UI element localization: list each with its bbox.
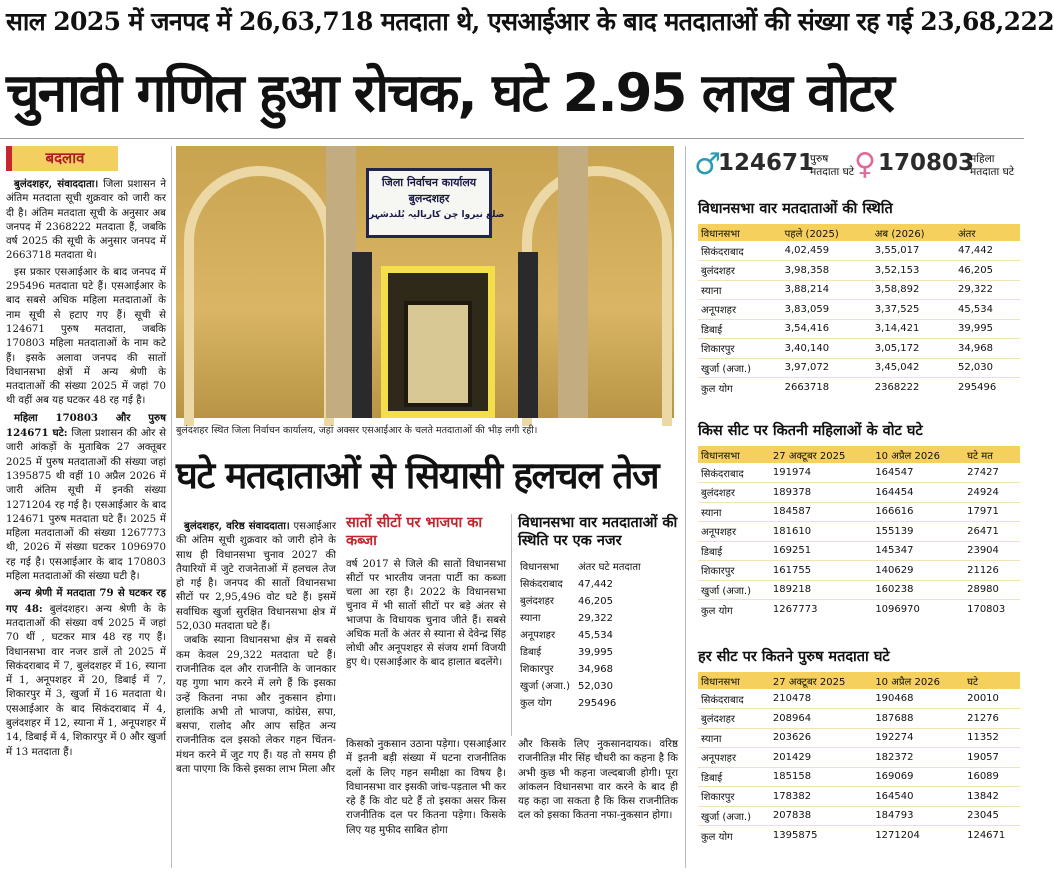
table-row xyxy=(698,748,1020,768)
cell: 166616 xyxy=(872,502,964,522)
table-row xyxy=(698,319,1020,339)
cell: 3,14,421 xyxy=(872,319,955,339)
box-title: विधानसभा वार मतदाताओं की स्थिति पर एक नजर xyxy=(518,515,678,549)
cell: 4,02,459 xyxy=(782,241,872,261)
header-cell: 27 अक्टूबर 2025 xyxy=(770,672,872,689)
cell: 3,58,892 xyxy=(872,280,955,300)
table-header xyxy=(698,672,1020,689)
shutter xyxy=(518,252,538,418)
table-row xyxy=(520,628,647,643)
table-row xyxy=(698,241,1020,261)
cell: 169069 xyxy=(872,767,964,787)
main-headline: चुनावी गणित हुआ रोचक, घटे 2.95 लाख वोटर xyxy=(6,63,893,124)
cell: 28980 xyxy=(964,580,1020,600)
cell: 45,534 xyxy=(578,630,614,641)
cell: खुर्जा (अजा.) xyxy=(698,580,770,600)
cell: बुलंदशहर xyxy=(698,261,782,281)
cell: 3,40,140 xyxy=(782,339,872,359)
cell: 29,322 xyxy=(955,280,1020,300)
table-row xyxy=(698,502,1020,522)
cell: अनूपशहर xyxy=(698,748,770,768)
total-row xyxy=(698,600,1020,620)
cell: अनूपशहर xyxy=(698,300,782,320)
header-cell: पहले (2025) xyxy=(782,224,872,241)
cell: डिबाई xyxy=(698,541,770,561)
table-row xyxy=(520,679,647,694)
table-row xyxy=(520,577,647,592)
header-cell: विधानसभा xyxy=(698,224,782,241)
cell: 21276 xyxy=(964,709,1020,729)
cell: स्याना xyxy=(698,280,782,300)
cell: 3,83,059 xyxy=(782,300,872,320)
cell: खुर्जा (अजा.) xyxy=(698,358,782,378)
cell: 181610 xyxy=(770,522,872,542)
header-cell: विधानसभा xyxy=(520,562,559,573)
cell: शिकारपुर xyxy=(520,664,554,675)
cell: 23045 xyxy=(964,806,1020,826)
cell: कुल योग xyxy=(701,383,733,395)
total-row xyxy=(698,378,1020,398)
constituency-table xyxy=(698,224,1020,397)
table-title: किस सीट पर कितनी महिलाओं के वोट घटे xyxy=(698,423,923,439)
sign-text: जिला निर्वाचन कार्यालय xyxy=(381,176,477,189)
cell: 145347 xyxy=(872,541,964,561)
cell: 203626 xyxy=(770,728,872,748)
header-cell: अंतर xyxy=(955,224,1020,241)
article-column: किसको नुकसान उठाना पड़ेगा। एसआईआर में इतनी बड़ी संख्या में घटना राजनीतिक दलों के लिए गहन समीक्षा का विषय है। विधानसभा वार इसकी जांच-पड़ताल भी कर रहे हैं कि वोट घटे हैं तो इसका असर किस राजनीतिक दल पर कितना पड़ेगा। किसके लिए यह मुफीद साबित होगा xyxy=(346,739,506,836)
table-row xyxy=(698,541,1020,561)
cell: 164454 xyxy=(872,483,964,503)
cell: 295496 xyxy=(958,382,997,393)
cell: 1395875 xyxy=(772,830,818,841)
divider xyxy=(171,146,172,868)
cell: बुलंदशहर xyxy=(698,709,770,729)
divider xyxy=(511,514,512,736)
cell: 187688 xyxy=(872,709,964,729)
table-row xyxy=(698,767,1020,787)
kicker-line: साल 2025 में जनपद में 26,63,718 मतदाता थे, एसआईआर के बाद मतदाताओं की संख्या रह गई 23,68,222 xyxy=(6,7,1054,36)
cell: सिकंदराबाद xyxy=(520,579,563,590)
cell: 34,968 xyxy=(955,339,1020,359)
cell: डिबाई xyxy=(698,319,782,339)
header-cell: अब (2026) xyxy=(872,224,955,241)
table-row xyxy=(698,689,1020,709)
sign-text: बुलन्दशहर xyxy=(408,192,450,205)
photo-caption: बुलंदशहर स्थित जिला निर्वाचन कार्यालय, जहां अक्सर एसआईआर के चलते मतदाताओं की भीड़ लगी रही। xyxy=(176,425,538,436)
cell: 124671 xyxy=(967,830,1006,841)
divider xyxy=(685,146,686,868)
cell: 3,88,214 xyxy=(782,280,872,300)
cell: खुर्जा (अजा.) xyxy=(520,681,571,692)
cell: 11352 xyxy=(964,728,1020,748)
men-voters-table xyxy=(698,672,1020,845)
male-count: 124671 xyxy=(718,150,815,176)
cell: 29,322 xyxy=(578,613,614,624)
dateline: बुलंदशहर, वरिष्ठ संवाददाता। xyxy=(184,520,290,532)
article-column xyxy=(176,519,336,864)
subheading: अन्य श्रेणी में मतदाता 79 से घटकर रह गए 48: xyxy=(6,587,166,615)
cell: 39,995 xyxy=(955,319,1020,339)
box-body: वर्ष 2017 से जिले की सातों विधानसभा सीटों पर भारतीय जनता पार्टी का कब्जा चला आ रहा है। 2022 के विधानसभा चुनाव में भी सातों सीटों पर बड़े अंतर से भाजपा के विधायक चुनाव जीते हैं। सबसे अधिक मतों के अंतर से स्याना से देवेन्द्र सिंह लोधी और अनूपशहर से संजय शर्मा विजयी हुए थे। एसआईआर के बाद हालात बदलेंगे। xyxy=(346,559,506,668)
cell: 161755 xyxy=(770,561,872,581)
cell: 169251 xyxy=(770,541,872,561)
divider xyxy=(0,138,1024,139)
table-row xyxy=(698,300,1020,320)
male-person-icon: ♂ xyxy=(694,147,721,182)
cell: 13842 xyxy=(964,787,1020,807)
paragraph: जबकि स्याना विधानसभा क्षेत्र में सबसे कम केवल 29,322 मतदाता घटे हैं। राजनीतिक दल और राजनीति के जानकार यह गुणा भाग करने में लगे हैं कि इसका उन्हें कितना नफा और नुकसान होगा। हालांकि अभी तो भाजपा, कांग्रेस, सपा, बसपा, रालोद और आप सहित अन्य राजनीतिक दल इसको लेकर गहन चिंतन-मंथन करने में जुट गए हैं। यह तो समय ही बता पाएगा कि किसे इसका लाभ मिला और xyxy=(176,635,336,776)
table-row xyxy=(698,806,1020,826)
women-voters-table xyxy=(698,446,1020,619)
table-row xyxy=(698,483,1020,503)
female-label: महिला मतदाता घटे xyxy=(970,153,1015,178)
cell: 189378 xyxy=(770,483,872,503)
cell: 3,05,172 xyxy=(872,339,955,359)
subheading: महिला 170803 और पुरुष 124671 घटे: xyxy=(6,411,166,440)
cell: 2663718 xyxy=(784,382,830,393)
sign-text: ضلع نیروا چن کاریالیہ بُلندشہر xyxy=(369,210,505,220)
cell: 20010 xyxy=(964,689,1020,709)
cell: स्याना xyxy=(520,613,541,624)
cell: 1271204 xyxy=(875,830,920,841)
cell: बुलंदशहर xyxy=(698,483,770,503)
box-title: सातों सीटों पर भाजपा का कब्जा xyxy=(346,515,483,549)
cell: 26471 xyxy=(964,522,1020,542)
table-title: हर सीट पर कितने पुरुष मतदाता घटे xyxy=(698,649,890,665)
cell: 47,442 xyxy=(955,241,1020,261)
cell: 52,030 xyxy=(955,358,1020,378)
cell: 191974 xyxy=(770,463,872,483)
table-row xyxy=(698,580,1020,600)
cell: कुल योग xyxy=(701,831,733,843)
table-row xyxy=(698,280,1020,300)
cell: बुलंदशहर xyxy=(520,596,554,607)
office-photo xyxy=(176,146,674,418)
arch xyxy=(522,166,672,426)
cell: 45,534 xyxy=(955,300,1020,320)
arch xyxy=(184,166,334,426)
cell: 3,98,358 xyxy=(782,261,872,281)
table-header xyxy=(698,224,1020,241)
cell: 3,52,153 xyxy=(872,261,955,281)
cell: कुल योग xyxy=(701,605,733,617)
cell: कुल योग xyxy=(520,698,552,709)
cell: सिकंदराबाद xyxy=(698,241,782,261)
cell: स्याना xyxy=(698,502,770,522)
doorway xyxy=(381,266,495,418)
paragraph: इस प्रकार एसआईआर के बाद जनपद में 295496 मतदाता घटे हैं। एसआईआर के बाद सबसे अधिक महिला मतदाताओं के नाम सूची से हटाए गए हैं। सूची से 124671 पुरुष मतदाता, जबकि 170803 महिला मतदाताओं के नाम कटे हैं। इसके अलावा जनपद की सातों विधानसभा क्षेत्रों में अन्य श्रेणी के मतदाताओं की संख्या 2025 में जहां 70 थी वहीं अब यह घटकर 48 रह गई है। xyxy=(6,266,166,407)
cell: शिकारपुर xyxy=(698,339,782,359)
cell: 1096970 xyxy=(875,604,920,615)
cell: 19057 xyxy=(964,748,1020,768)
table-row xyxy=(698,339,1020,359)
table-row xyxy=(698,561,1020,581)
table-row xyxy=(698,522,1020,542)
total-row xyxy=(698,826,1020,846)
cell: 190468 xyxy=(872,689,964,709)
header-cell: घटे मत xyxy=(964,446,1020,463)
header-cell: विधानसभा xyxy=(698,672,770,689)
summary-box xyxy=(518,514,678,736)
table-row xyxy=(698,261,1020,281)
paragraph: जिला प्रशासन की ओर से जारी आंकड़ों के मुताबिक 27 अक्तूबर 2025 में पुरुष मतदाताओं की संख्या जहां 1395875 थी वहीं 10 अप्रैल 2026 में जारी अंतिम सूची में इनकी संख्या 1271204 रह गई है। एसआईआर के बाद 124671 पुरुष मतदाता घटे हैं। 2025 में महिला मतदाताओं की संख्या 1267773 थी, 2026 में संख्या घटकर 1096970 रह गई है। एसआईआर के बाद 170803 महिला मतदाताओं की संख्या घटी है। xyxy=(6,428,166,583)
table-row xyxy=(520,645,647,660)
cell: डिबाई xyxy=(520,647,542,658)
cell: 21126 xyxy=(964,561,1020,581)
cell: 295496 xyxy=(578,698,617,709)
cell: स्याना xyxy=(698,728,770,748)
cell: 3,45,042 xyxy=(872,358,955,378)
table-row xyxy=(698,463,1020,483)
header-cell: घटे xyxy=(964,672,1020,689)
cell: 23904 xyxy=(964,541,1020,561)
cell: 52,030 xyxy=(578,681,614,692)
table-row xyxy=(520,611,647,626)
table-row xyxy=(520,594,647,609)
office-signboard xyxy=(366,168,505,238)
cell: अनूपशहर xyxy=(520,630,556,641)
cell: 182372 xyxy=(872,748,964,768)
article-column: और किसके लिए नुकसानदायक। वरिष्ठ राजनीतिज्ञ मीर सिंह चौधरी का कहना है कि अभी कुछ भी कहना जल्दबाजी होगी। पूरा आंकलन विधानसभा वार करने के बाद ही यह कहा जा सकता है कि किस राजनीतिक दल को इसका कितना नफा-नुकसान होगा। xyxy=(518,739,678,822)
cell: 155139 xyxy=(872,522,964,542)
table-header xyxy=(520,560,647,575)
gender-stats xyxy=(694,144,1020,188)
cell: 208964 xyxy=(770,709,872,729)
cell: सिकंदराबाद xyxy=(698,463,770,483)
cell: 160238 xyxy=(872,580,964,600)
cell: 164540 xyxy=(872,787,964,807)
table-row xyxy=(698,728,1020,748)
cell: 3,37,525 xyxy=(872,300,955,320)
shutter xyxy=(352,252,372,418)
table-row xyxy=(520,662,647,677)
cell: 46,205 xyxy=(955,261,1020,281)
cell: 164547 xyxy=(872,463,964,483)
cell: 184587 xyxy=(770,502,872,522)
cell: 185158 xyxy=(770,767,872,787)
cell: 1267773 xyxy=(772,604,818,615)
cell: शिकारपुर xyxy=(698,561,770,581)
table-header xyxy=(698,446,1020,463)
left-column-article xyxy=(6,146,166,868)
summary-table xyxy=(518,558,649,713)
cell: 192274 xyxy=(872,728,964,748)
paragraph: जिला प्रशासन ने अंतिम मतदाता सूची शुक्रवार को जारी कर दी है। अंतिम मतदाता सूची के अनुसार अब जनपद में 2368222 मतदाता हैं, जबकि वर्ष 2025 की सूची के अनुसार जनपद में 2663718 मतदाता थे। xyxy=(6,179,166,262)
header-cell: 27 अक्टूबर 2025 xyxy=(770,446,872,463)
cell: 34,968 xyxy=(578,664,614,675)
table-row xyxy=(698,709,1020,729)
cell: 184793 xyxy=(872,806,964,826)
cell: 27427 xyxy=(964,463,1020,483)
cell: 3,55,017 xyxy=(872,241,955,261)
cell: 189218 xyxy=(770,580,872,600)
table-row xyxy=(698,358,1020,378)
paragraph: एसआईआर की अंतिम सूची शुक्रवार को जारी होने के साथ ही विधानसभा चुनाव 2027 की तैयारियों में जुटे राजनेताओं में हलचल तेज हो गई है। जनपद की सातों विधानसभा सीटों पर 2,95,496 वोट घटे हैं। इसमें सर्वाधिक खुर्जा सुरक्षित विधानसभा क्षेत्र में 52,030 मतदाता घटे हैं। xyxy=(176,521,336,633)
cell: 170803 xyxy=(967,604,1006,615)
cell: 16089 xyxy=(964,767,1020,787)
male-label: पुरुष मतदाता घटे xyxy=(810,153,855,178)
cell: 140629 xyxy=(872,561,964,581)
cell: 24924 xyxy=(964,483,1020,503)
table-title: विधानसभा वार मतदाताओं की स्थिति xyxy=(698,201,893,217)
cell: 207838 xyxy=(770,806,872,826)
door-inner xyxy=(404,301,472,407)
dateline: बुलंदशहर, संवाददाता। xyxy=(14,178,99,190)
cell: 210478 xyxy=(770,689,872,709)
pillar xyxy=(558,146,588,418)
cell: शिकारपुर xyxy=(698,787,770,807)
cell: 46,205 xyxy=(578,596,614,607)
cell: 17971 xyxy=(964,502,1020,522)
cell: 3,97,072 xyxy=(782,358,872,378)
section-badge: बदलाव xyxy=(6,146,118,171)
female-count: 170803 xyxy=(878,150,975,176)
cell: 178382 xyxy=(770,787,872,807)
cell: खुर्जा (अजा.) xyxy=(698,806,770,826)
bjp-box xyxy=(346,514,506,736)
header-cell: विधानसभा xyxy=(698,446,770,463)
cell: 39,995 xyxy=(578,647,614,658)
cell: 47,442 xyxy=(578,579,614,590)
cell: अनूपशहर xyxy=(698,522,770,542)
header-cell: 10 अप्रैल 2026 xyxy=(872,672,964,689)
female-person-icon: ♀ xyxy=(854,147,876,182)
cell: 3,54,416 xyxy=(782,319,872,339)
table-row xyxy=(698,787,1020,807)
table-row xyxy=(520,696,647,711)
cell: डिबाई xyxy=(698,767,770,787)
sub-headline: घटे मतदाताओं से सियासी हलचल तेज xyxy=(176,454,659,497)
header-cell: अंतर घटे मतदाता xyxy=(578,562,641,573)
header-cell: 10 अप्रैल 2026 xyxy=(872,446,964,463)
paragraph: बुलंदशहर। अन्य श्रेणी के के मतदाताओं की संख्या वर्ष 2025 में जहां 70 थीं , घटकर मात्र 48 रह गए हैं। विधानसभा वार नजर डालें तो 2025 में सिकंदराबाद में 7, बुलंदशहर में 16, स्याना में 1, अनूपशहर में 20, डिबाई में 7, शिकारपुर में 3, खुर्जा में 16 मतदाता थे। एसआईआर के बाद सिकंदराबाद में 4, बुलंदशहर में 12, स्याना में 1, अनूपशहर में 14, डिबाई में 4, शिकारपुर में 0 और खुर्जा में 13 मतदाता हैं। xyxy=(6,603,166,758)
cell: सिकंदराबाद xyxy=(698,689,770,709)
cell: 2368222 xyxy=(874,382,920,393)
cell: 201429 xyxy=(770,748,872,768)
